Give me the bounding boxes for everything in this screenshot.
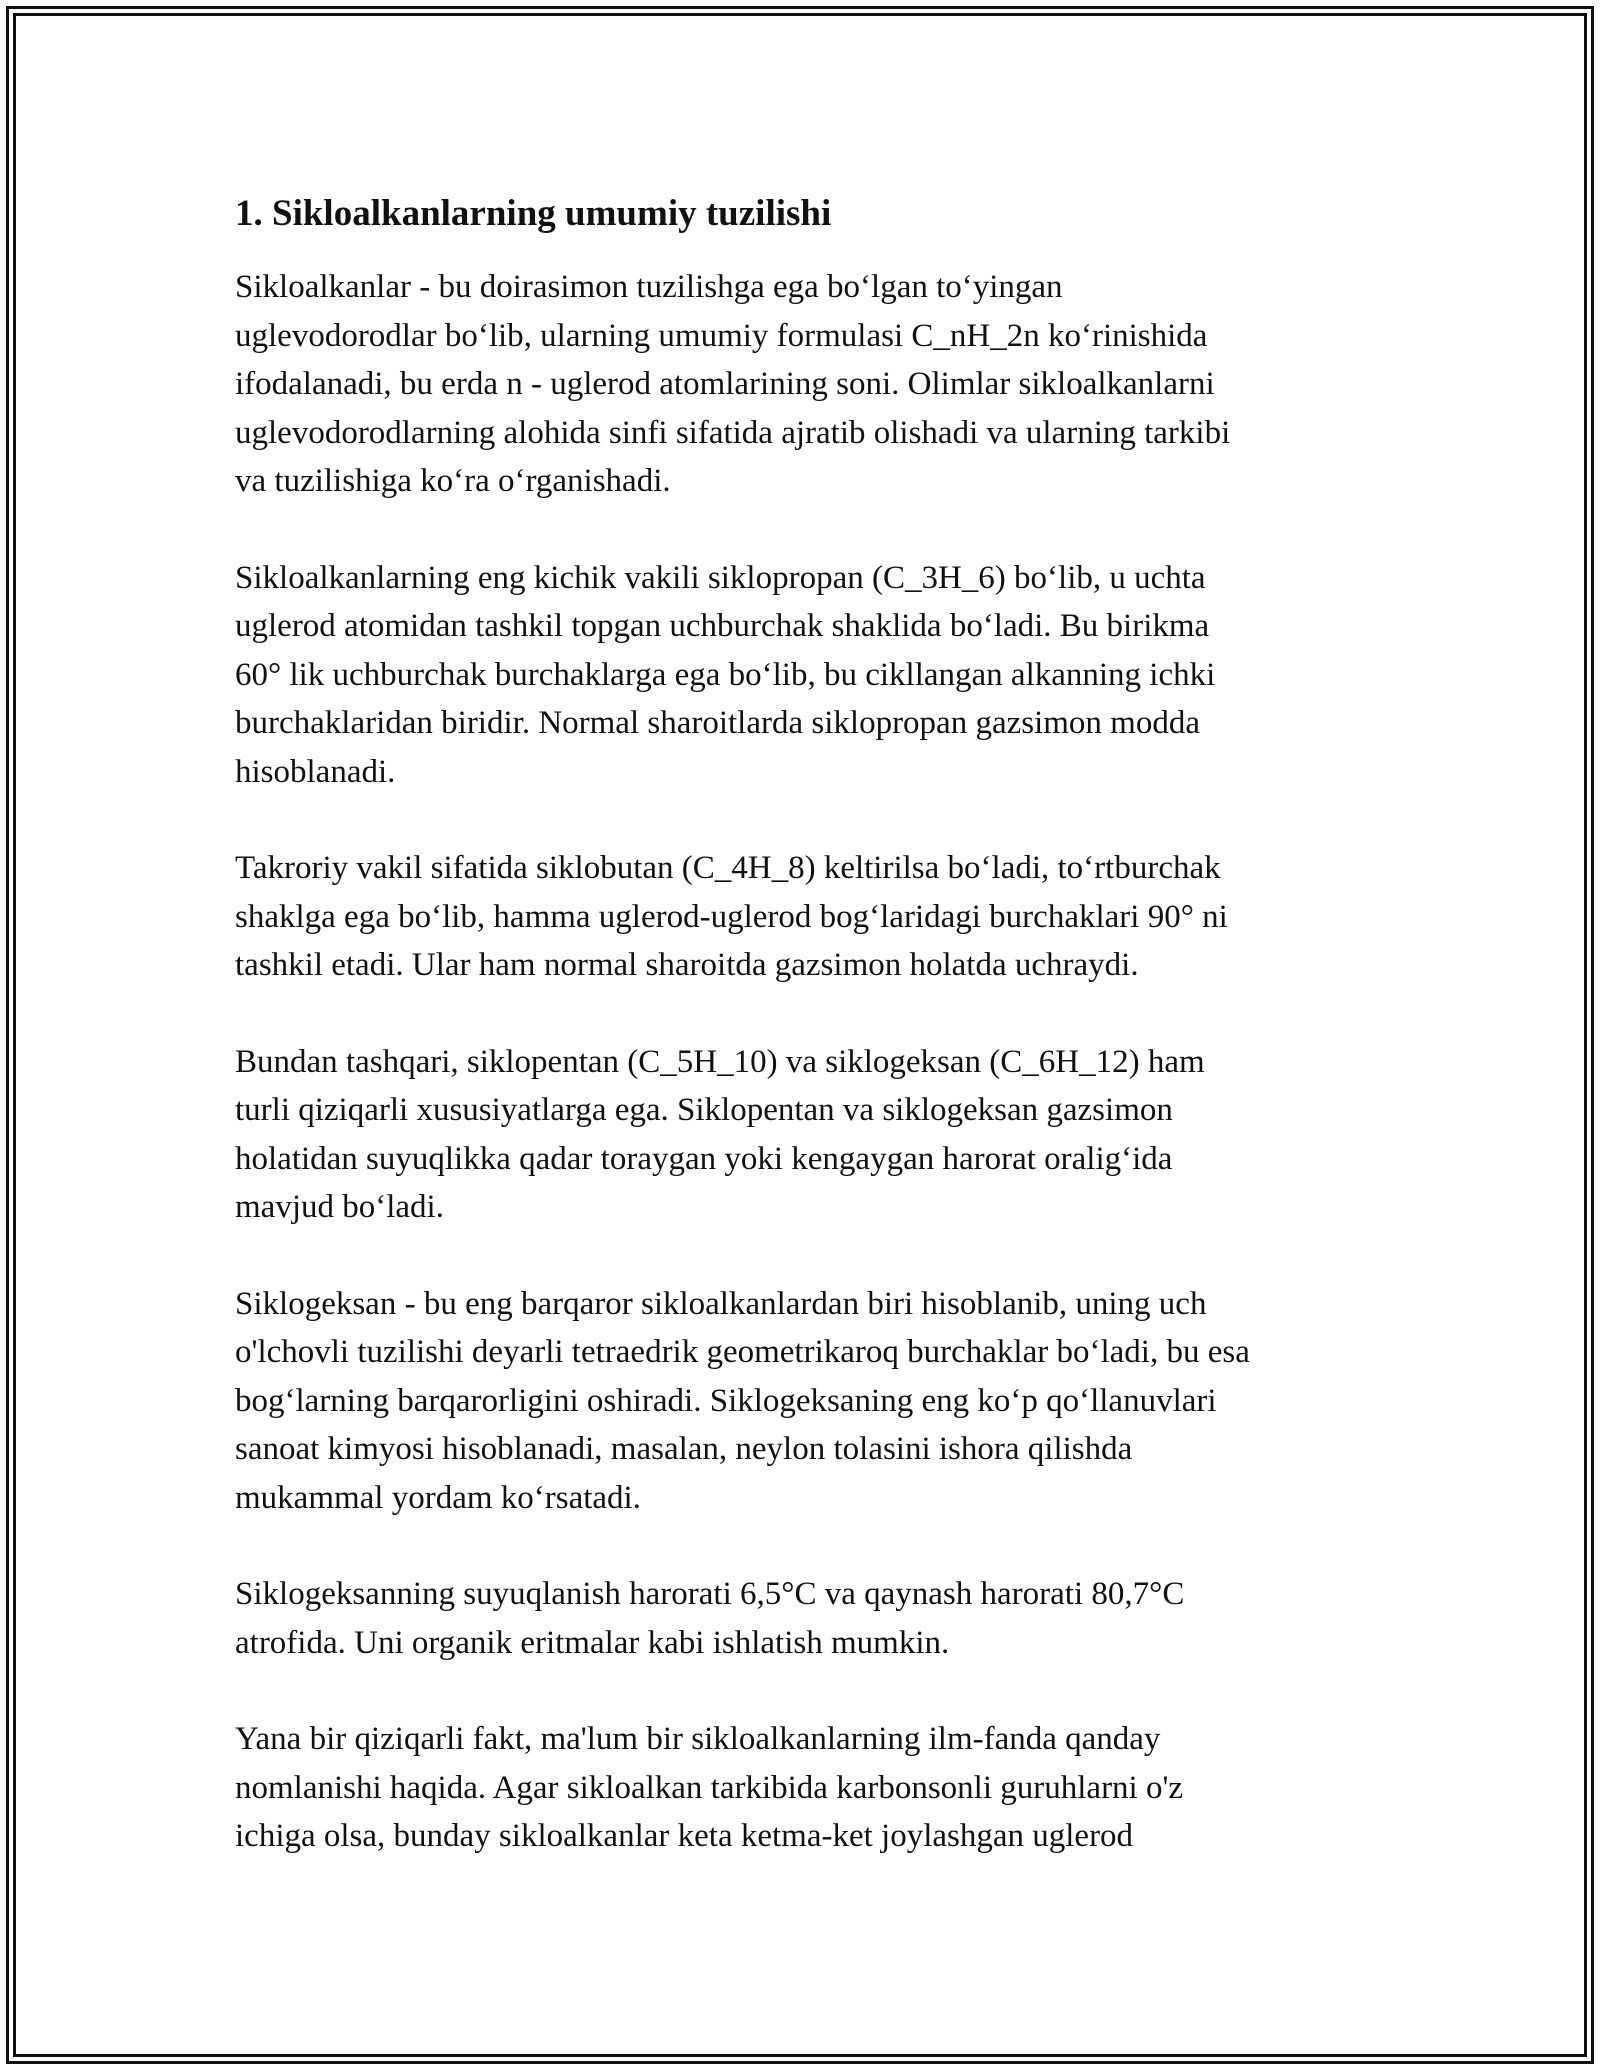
section-heading: 1. Sikloalkanlarning umumiy tuzilishi: [235, 193, 832, 234]
paragraph-3: Takroriy vakil sifatida siklobutan (C_4H_8) keltirilsa bo‘ladi, to‘rtburchak shaklga ega bo‘lib, hamma uglerod-uglerod bog‘laridagi burchaklari 90° ni tashkil etadi. Ular ham normal sharoitda gazsimon holatda uchraydi.: [235, 850, 1228, 983]
paragraph-1: Sikloalkanlar - bu doirasimon tuzilishga ega bo‘lgan to‘yingan uglevodorodlar bo‘lib, ularning umumiy formulasi C_nH_2n ko‘rinishida ifodalanadi, bu erda n - uglerod atomlarining soni. Olimlar sikloalkanlarni uglevodorodlarning alohida sinfi sifatida ajratib olishadi va ularning tarkibi va tuzilishiga ko‘ra o‘rganishadi.: [235, 269, 1231, 499]
paragraph-5: Siklogeksan - bu eng barqaror sikloalkanlardan biri hisoblanib, uning uch o'lchovli tuzilishi deyarli tetraedrik geometrikaroq burchaklar bo‘ladi, bu esa bog‘larning barqarorligini oshiradi. Siklogeksaning eng ko‘p qo‘llanuvlari sanoat kimyosi hisoblanadi, masalan, neylon tolasini ishora qilishda mukammal yordam ko‘rsatadi.: [235, 1285, 1250, 1516]
paragraph-4: Bundan tashqari, siklopentan (C_5H_10) va siklogeksan (C_6H_12) ham turli qiziqarli xususiyatlarga ega. Siklopentan va siklogeksan gazsimon holatidan suyuqlikka qadar toraygan yoki kengaygan harorat oralig‘ida mavjud bo‘ladi.: [235, 1043, 1205, 1225]
document-page: [235, 185, 1385, 1909]
paragraph-7: Yana bir qiziqarli fakt, ma'lum bir sikloalkanlarning ilm-fanda qanday nomlanishi haqida. Agar sikloalkan tarkibida karbonsonli guruhlarni o'z ichiga olsa, bunday sikloalkanlar keta ketma-ket joylashgan uglerod: [235, 1721, 1184, 1854]
paragraph-6: Siklogeksanning suyuqlanish harorati 6,5°C va qaynash harorati 80,7°C atrofida. Uni organik eritmalar kabi ishlatish mumkin.: [235, 1576, 1185, 1661]
paragraph-2: Sikloalkanlarning eng kichik vakili siklopropan (C_3H_6) bo‘lib, u uchta uglerod atomidan tashkil topgan uchburchak shaklida bo‘ladi. Bu birikma 60° lik uchburchak burchaklarga ega bo‘lib, bu cikllangan alkanning ichki burchaklaridan biridir. Normal sharoitlarda siklopropan gazsimon modda hisoblanadi.: [235, 559, 1216, 790]
